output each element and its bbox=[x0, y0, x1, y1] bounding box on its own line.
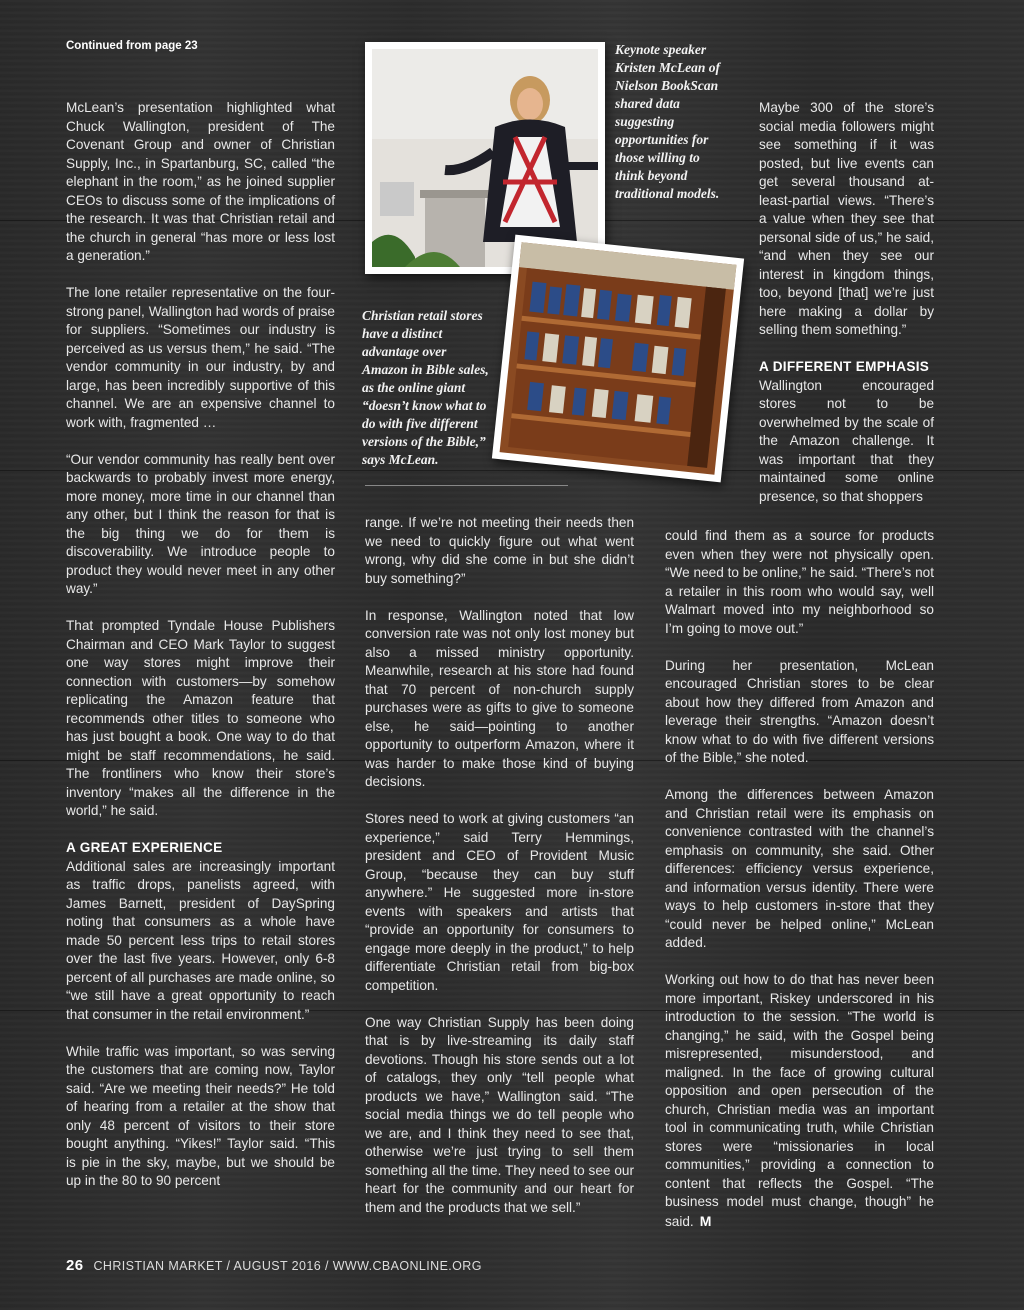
column-1 bbox=[66, 99, 335, 1191]
store-photo bbox=[492, 235, 744, 483]
paragraph: Wallington encouraged stores not to be overwhelmed by the scale of the Amazon challenge. It was important that they maintained some online presence, so that shoppers bbox=[759, 377, 934, 504]
paragraph: That prompted Tyndale House Publishers Chairman and CEO Mark Taylor to suggest one way stores might improve their connection with customers—by somehow replicating the Amazon feature that recommends other titles to someone who has just bought a book. One way to do that might be staff recommendations, he said. The frontliners who know their store’s inventory “makes all the difference in the world,” he said. bbox=[66, 618, 335, 818]
continued-label: Continued from page 23 bbox=[66, 40, 198, 52]
column-3-lower bbox=[665, 527, 934, 1231]
paragraph: In response, Wallington noted that low conversion rate was not only lost money but also a missed ministry opportunity. Meanwhile, research at his store had found that 70 percent of non-church supply purchases were as gifts to give to someone else, he said—pointing to another opportunity to outperform Amazon, where it was harder to make those kind of buying decisions. bbox=[365, 607, 634, 789]
paragraph: While traffic was important, so was serving the customers that are coming now, Taylor said. “Are we meeting their needs?” He told of hearing from a retailer at the show that only 48 percent of visitors to their store bought anything. “Yikes!” Taylor said. “This is pie in the sky, maybe, but we should be up in the 80 to 90 percent bbox=[66, 1043, 335, 1188]
speaker-caption: Keynote speaker Kristen McLean of Nielson BookScan shared data suggesting opportunities for those willing to think beyond traditional models. bbox=[615, 42, 721, 201]
page-footer bbox=[66, 1257, 482, 1274]
paragraph: could find them as a source for products even when they were not physically open. “We need to be online,” he said. “There’s not a retailer in this room who would say, well Walmart moved into my neighborhood so I’m going to move out.” bbox=[665, 528, 934, 636]
speaker-photo bbox=[365, 42, 605, 274]
paragraph: Stores need to work at giving customers “an experience,” said Terry Hemmings, president and CEO of Provident Music Group, “because they can buy stuff anywhere.” He suggested more in-store events with speakers and artists that “provide an opportunity for consumers to engage more deeply in the product,” to help differentiate Christian retail from big-box competition. bbox=[365, 811, 634, 993]
paragraph: One way Christian Supply has been doing that is by live-streaming its daily staff devotions. Though his store sends out a lot of catalogs, they only “tell people what products we have,” Wallington said. “The social media things we do tell people who we are, and I think they need to see that, otherwise we’re just trying to sell them something all the time. They need to see our heart for the community and our heart for them and the products that we sell.” bbox=[365, 1014, 634, 1215]
paragraph-text: Working out how to do that has never been more important, Riskey underscored in his introduction to the session. “The world is changing,” he said, with the Gospel being misrepresented, misunderstood, and maligned. In the face of growing cultural opposition and open persecution of the church, Christian media was an important tool in communicating truth, while Christian stores were “missionaries in local communities,” providing a connection to content that reflects the Gospel. “The business model must change, though” he said. bbox=[665, 972, 934, 1229]
paragraph: The lone retailer representative on the four-strong panel, Wallington had words of praise for suppliers. “Sometimes our industry is perceived as us versus them,” he said. “The vendor community in our industry, by and large, has been incredibly supportive of this channel. We are an expensive channel to work with, fragmented … bbox=[66, 285, 335, 430]
paragraph: During her presentation, McLean encouraged Christian stores to be clear about how they differed from Amazon and leverage their strengths. “Amazon doesn’t know what to do with five different versions of the Bible,” she noted. bbox=[665, 657, 934, 765]
section-heading: A DIFFERENT EMPHASIS bbox=[759, 359, 930, 374]
end-mark-logo: M bbox=[699, 1212, 712, 1229]
paragraph: McLean’s presentation highlighted what Chuck Wallington, president of The Covenant Group and owner of Christian Supply, Inc., in Spartanburg, SC, called “the elephant in the room,” as he joined supplier CEOs to discuss some of the implications of the research. It was that Christian retail and the church in general “has more or less lost a generation.” bbox=[66, 100, 335, 263]
section-heading: A GREAT EXPERIENCE bbox=[66, 840, 223, 855]
footer-text: CHRISTIAN MARKET / AUGUST 2016 / WWW.CBAONLINE.ORG bbox=[93, 1259, 482, 1273]
paragraph: range. If we’re not meeting their needs then we need to quickly figure out what went wrong, why did she come in but she didn’t buy something?” bbox=[365, 515, 634, 586]
page-number: 26 bbox=[66, 1257, 84, 1274]
column-3-upper bbox=[759, 99, 934, 506]
column-2 bbox=[365, 514, 634, 1217]
paragraph: Maybe 300 of the store’s social media followers might see something if it was posted, but live events can get several thousand at-least-partial views. “There’s a value when they see that personal side of us,” he said, “and when they see our interest in kingdom things, too, beyond [that] we’re just here making a dollar by selling them something.” bbox=[759, 100, 934, 337]
caption-divider bbox=[365, 485, 568, 486]
store-caption: Christian retail stores have a distinct advantage over Amazon in Bible sales, as the online giant “doesn’t know what to do with five different versions of the Bible,” says McLean. bbox=[362, 308, 489, 467]
paragraph bbox=[665, 971, 934, 1231]
paragraph: Additional sales are increasingly important as traffic drops, panelists agreed, with James Barnett, president of DaySpring noting that consumers as a whole have made 50 percent less trips to retail stores over the last five years. However, only 6-8 percent of all purchases are made online, so “we still have a great opportunity to reach that consumer in the retail environment.” bbox=[66, 858, 335, 1022]
paragraph: “Our vendor community has really bent over backwards to probably invest more energy, more money, more time in our channel than any other, but I think the reason for that is the big thing we do for them is discoverability. We introduce people to product they would never meet in any other way.” bbox=[66, 451, 335, 596]
paragraph: Among the differences between Amazon and Christian retail were its emphasis on convenience contrasted with the channel’s emphasis on community, she said. Other differences: efficiency versus experience, and information versus identity. There were ways to help customers in-store that they “could never be helped online,” McLean added. bbox=[665, 787, 934, 950]
